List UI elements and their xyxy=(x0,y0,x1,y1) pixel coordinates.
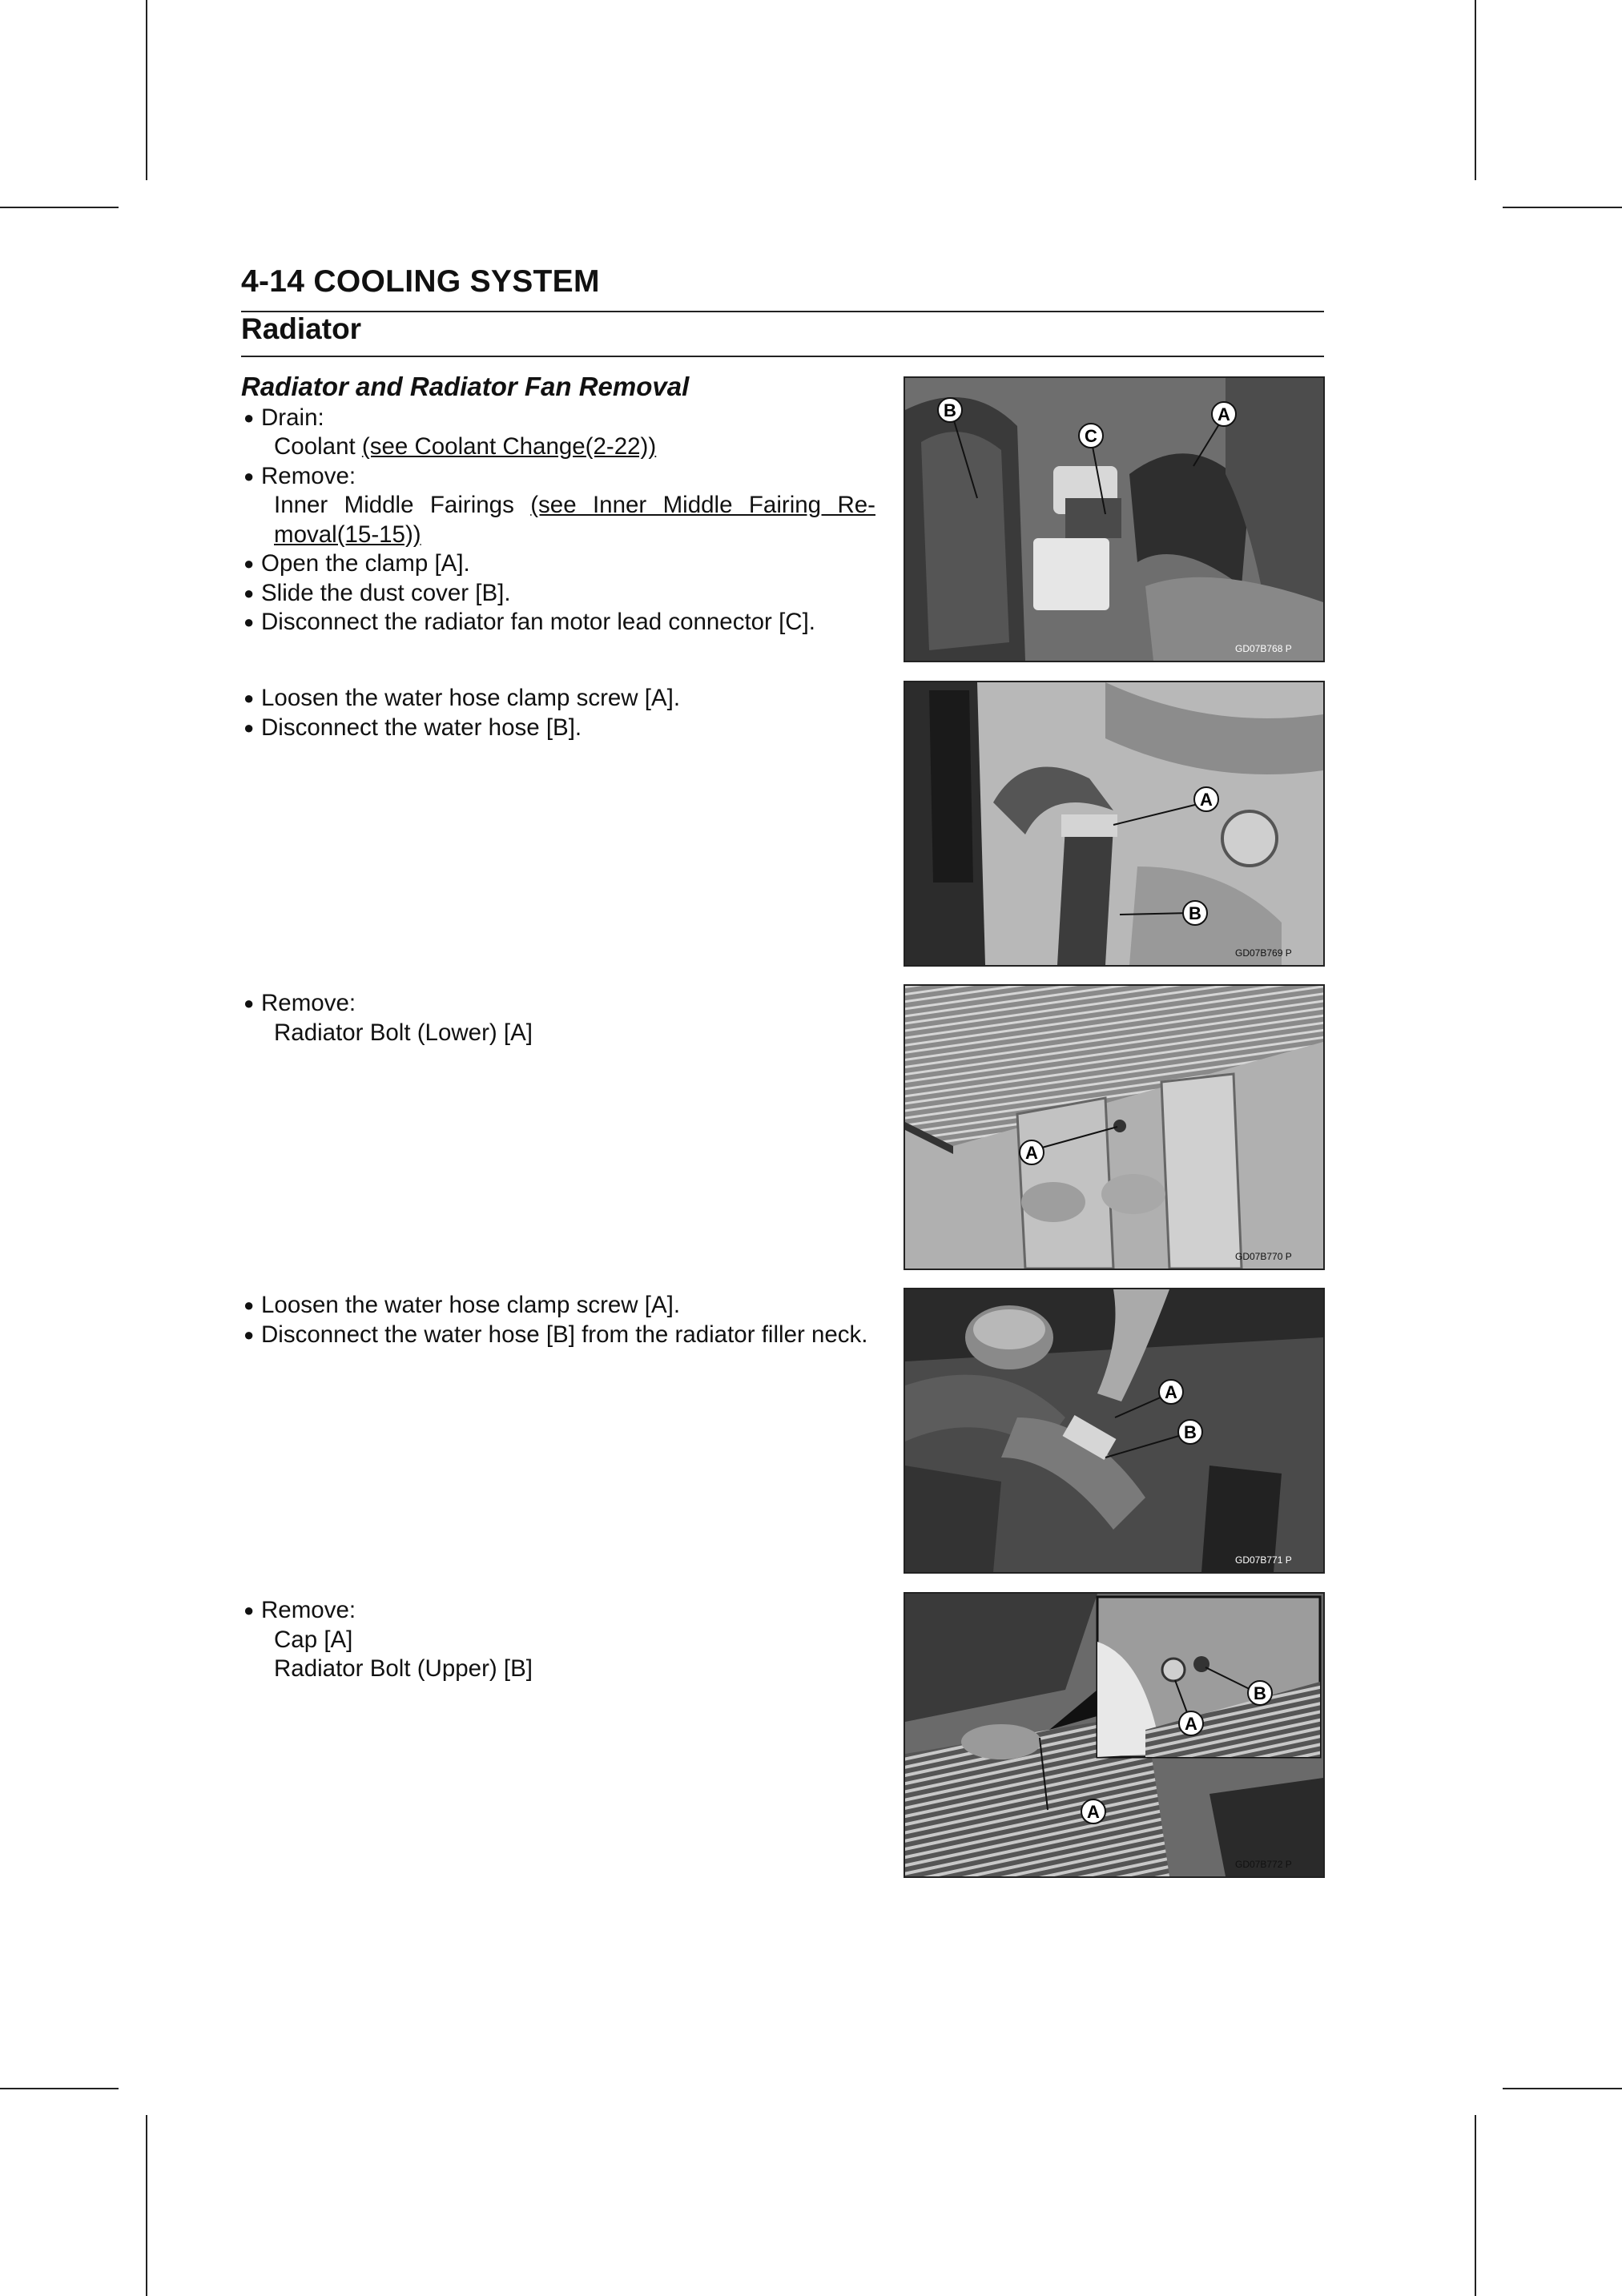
photo1-callout-a: A xyxy=(1218,404,1230,424)
photo1-callout-c: C xyxy=(1085,426,1097,446)
step-open-clamp: ● Open the clamp [A]. xyxy=(241,549,875,579)
procedure-block-4 xyxy=(241,1291,875,1349)
photo3-callout-a: A xyxy=(1025,1143,1038,1163)
crop-mark-bottom-right-h xyxy=(1503,2088,1622,2089)
step-slide-cover: ● Slide the dust cover [B]. xyxy=(241,579,875,609)
subsection-title: Radiator xyxy=(241,312,362,345)
fairing-removal-link[interactable]: (see Inner Middle Fairing Re- xyxy=(530,492,875,518)
photo2-callout-b: B xyxy=(1189,903,1201,923)
photo-connector xyxy=(904,376,1325,662)
bullet-icon: ● xyxy=(244,993,255,1013)
step-drain: ● Drain: xyxy=(241,404,875,433)
bullet-icon: ● xyxy=(244,582,255,603)
crop-mark-top-left xyxy=(146,0,147,180)
bullet-icon: ● xyxy=(244,1295,255,1315)
drain-item: Coolant (see Coolant Change(2-22)) xyxy=(274,433,657,460)
photo3-code: GD07B770 P xyxy=(1235,1251,1292,1262)
photo1-callout-b: B xyxy=(944,400,956,420)
fairings-item: Inner Middle Fairings (see Inner Middle Fairing Re- xyxy=(274,492,875,518)
bullet-icon: ● xyxy=(244,465,255,486)
bullet-icon: ● xyxy=(244,688,255,708)
crop-mark-top-right xyxy=(1475,0,1476,180)
section-title: 4-14 COOLING SYSTEM xyxy=(241,264,600,299)
step-loosen-clamp: ● Loosen the water hose clamp screw [A]. xyxy=(241,684,875,714)
photo5-inset-callout-b: B xyxy=(1254,1683,1266,1703)
photo2-code: GD07B769 P xyxy=(1235,947,1292,959)
header-rule-bottom xyxy=(241,356,1324,357)
bullet-icon: ● xyxy=(244,717,255,738)
procedure-block-5 xyxy=(241,1596,875,1684)
photo-radiator-lower-bolt xyxy=(904,984,1325,1270)
photo-water-hose-lower xyxy=(904,681,1325,967)
photo-cap-upper-bolt xyxy=(904,1592,1325,1878)
photo1-code: GD07B768 P xyxy=(1235,643,1292,654)
step-remove-cap-bolt: ● Remove: xyxy=(241,1596,875,1626)
step-remove-fairings: ● Remove: xyxy=(241,462,875,492)
crop-mark-bottom-left-h xyxy=(0,2088,119,2089)
procedure-block-2 xyxy=(241,684,875,742)
crop-mark-top-left-h xyxy=(0,207,119,208)
step-disconnect-connector: ● Disconnect the radiator fan motor lead connector [C]. xyxy=(241,608,875,637)
bullet-icon: ● xyxy=(244,1324,255,1345)
upper-bolt-item: Radiator Bolt (Upper) [B] xyxy=(274,1655,533,1682)
bullet-icon: ● xyxy=(244,1600,255,1620)
cap-item: Cap [A] xyxy=(274,1626,353,1653)
photo2-callout-a: A xyxy=(1200,790,1213,810)
lower-bolt-item: Radiator Bolt (Lower) [A] xyxy=(274,1019,533,1046)
fairing-removal-link-cont[interactable]: moval(15-15)) xyxy=(274,521,421,548)
step-disconnect-filler-hose: ● Disconnect the water hose [B] from the radiator filler neck. xyxy=(241,1321,875,1350)
crop-mark-top-right-h xyxy=(1503,207,1622,208)
crop-mark-bottom-right xyxy=(1475,2115,1476,2296)
bullet-icon: ● xyxy=(244,553,255,573)
step-remove-lower-bolt: ● Remove: xyxy=(241,989,875,1019)
step-disconnect-hose: ● Disconnect the water hose [B]. xyxy=(241,714,875,743)
photo-filler-neck-hose xyxy=(904,1288,1325,1574)
procedure-title: Radiator and Radiator Fan Removal xyxy=(241,372,690,401)
bullet-icon: ● xyxy=(244,612,255,632)
procedure-block-1 xyxy=(241,372,875,637)
procedure-block-3 xyxy=(241,989,875,1047)
crop-mark-bottom-left xyxy=(146,2115,147,2296)
photo4-code: GD07B771 P xyxy=(1235,1554,1292,1566)
fairings-item-cont xyxy=(241,521,875,550)
header-rule-top xyxy=(241,311,1324,312)
coolant-change-link[interactable]: (see Coolant Change(2-22)) xyxy=(361,433,657,460)
photo4-callout-a: A xyxy=(1165,1382,1177,1402)
photo5-code: GD07B772 P xyxy=(1235,1859,1292,1870)
photo5-callout-a: A xyxy=(1087,1802,1100,1822)
photo5-inset-callout-a: A xyxy=(1185,1714,1197,1734)
step-loosen-clamp-2: ● Loosen the water hose clamp screw [A]. xyxy=(241,1291,875,1321)
photo4-callout-b: B xyxy=(1184,1422,1197,1442)
bullet-icon: ● xyxy=(244,407,255,428)
